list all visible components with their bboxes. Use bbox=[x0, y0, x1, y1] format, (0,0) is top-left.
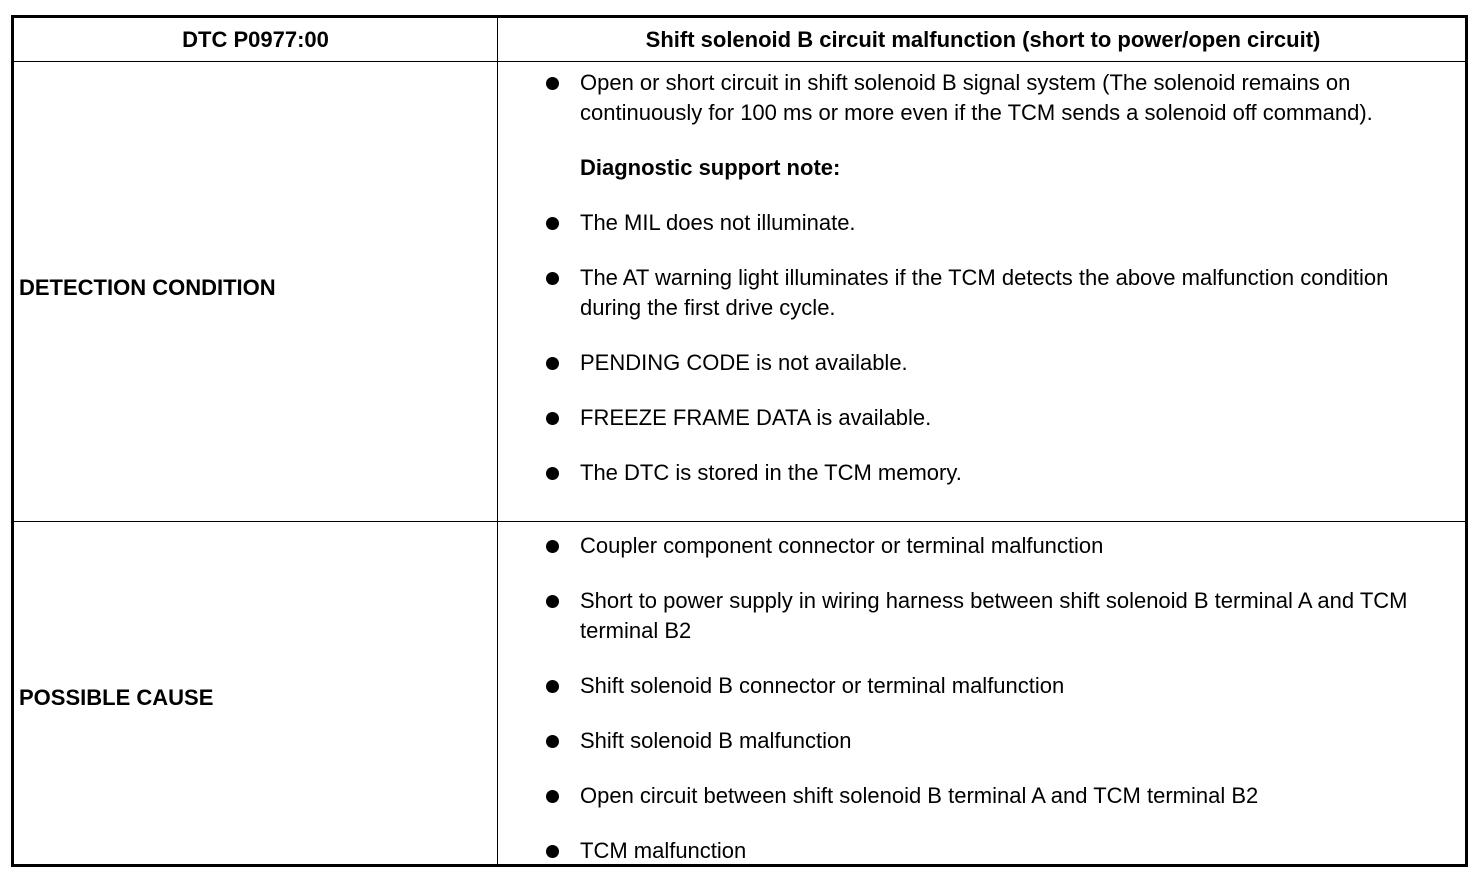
detection-condition-content bbox=[498, 62, 1458, 527]
list-item-text: Open circuit between shift solenoid B terminal A and TCM terminal B2 bbox=[580, 783, 1259, 808]
list-item bbox=[498, 458, 1458, 488]
list-item-text: Shift solenoid B connector or terminal malfunction bbox=[580, 673, 1065, 698]
list-item-text: The AT warning light illuminates if the TCM detects the above malfunction condition during the first drive cycle. bbox=[580, 265, 1389, 320]
dtc-table bbox=[11, 15, 1468, 867]
list-item-text: Shift solenoid B malfunction bbox=[580, 728, 852, 753]
list-item-text: Coupler component connector or terminal malfunction bbox=[580, 533, 1104, 558]
table-header-row bbox=[14, 18, 1465, 62]
bullet-dot-icon bbox=[546, 467, 559, 480]
list-item bbox=[498, 586, 1458, 646]
detection-condition-label: DETECTION CONDITION bbox=[19, 274, 276, 300]
list-item bbox=[498, 403, 1458, 433]
bullet-dot-icon bbox=[546, 540, 559, 553]
possible-cause-list bbox=[498, 531, 1458, 866]
list-item bbox=[498, 263, 1458, 323]
bullet-dot-icon bbox=[546, 357, 559, 370]
possible-cause-label: POSSIBLE CAUSE bbox=[19, 685, 214, 710]
bullet-dot-icon bbox=[546, 790, 559, 803]
bullet-dot-icon bbox=[546, 735, 559, 748]
bullet-dot-icon bbox=[546, 77, 559, 90]
detection-condition-row bbox=[14, 62, 1465, 522]
list-item bbox=[498, 208, 1458, 238]
list-item-text: Short to power supply in wiring harness between shift solenoid B terminal A and TCM terminal B2 bbox=[580, 588, 1408, 643]
list-item-text: The DTC is stored in the TCM memory. bbox=[580, 460, 962, 485]
list-item bbox=[498, 348, 1458, 378]
diagnostic-note-heading: Diagnostic support note: bbox=[580, 155, 841, 180]
list-item bbox=[498, 531, 1458, 561]
list-item bbox=[498, 836, 1458, 866]
dtc-description-header: Shift solenoid B circuit malfunction (short to power/open circuit) bbox=[645, 26, 1321, 52]
list-item bbox=[498, 781, 1458, 811]
list-item-text: PENDING CODE is not available. bbox=[580, 350, 908, 375]
possible-cause-row bbox=[14, 523, 1465, 867]
dtc-code-header: DTC P0977:00 bbox=[182, 26, 329, 52]
list-item-text: FREEZE FRAME DATA is available. bbox=[580, 405, 932, 430]
list-item bbox=[498, 68, 1458, 128]
list-item-text: TCM malfunction bbox=[580, 838, 747, 863]
list-item bbox=[498, 671, 1458, 701]
list-item-text: The MIL does not illuminate. bbox=[580, 210, 856, 235]
detection-primary-list bbox=[498, 68, 1458, 128]
bullet-dot-icon bbox=[546, 217, 559, 230]
list-item bbox=[498, 726, 1458, 756]
bullet-dot-icon bbox=[546, 680, 559, 693]
possible-cause-content bbox=[498, 523, 1458, 875]
bullet-dot-icon bbox=[546, 272, 559, 285]
bullet-dot-icon bbox=[546, 412, 559, 425]
diagnostic-notes-list bbox=[498, 208, 1458, 488]
bullet-dot-icon bbox=[546, 595, 559, 608]
bullet-dot-icon bbox=[546, 845, 559, 858]
list-item-text: Open or short circuit in shift solenoid B signal system (The solenoid remains on continuously for 100 ms or more even if the TCM sends a solenoid off command). bbox=[580, 70, 1373, 125]
